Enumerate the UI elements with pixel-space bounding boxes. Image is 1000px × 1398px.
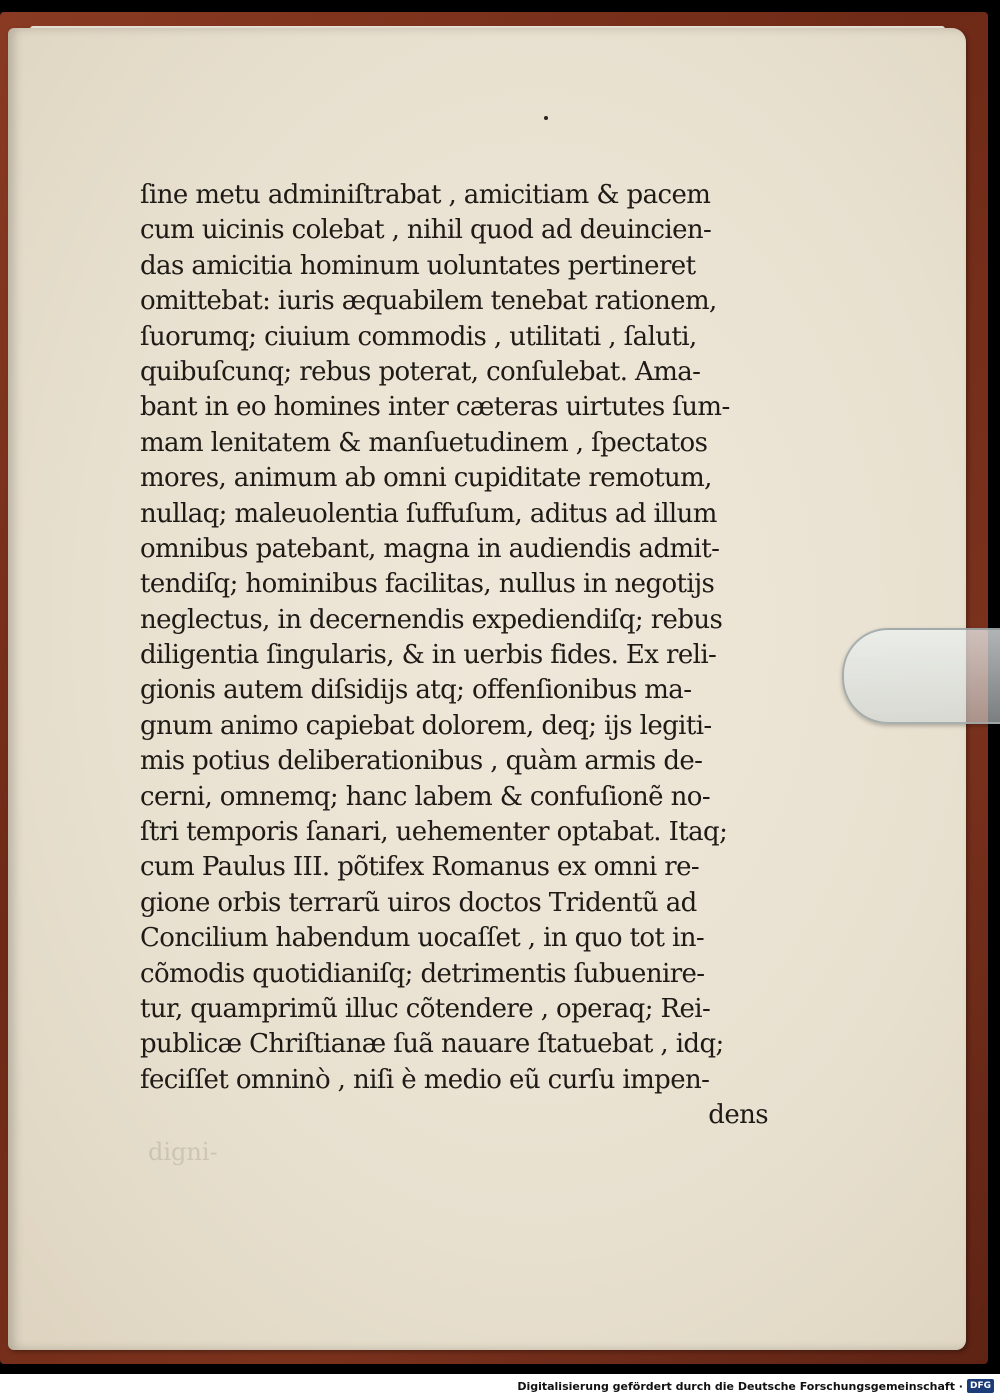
page-clip <box>842 628 1000 724</box>
bleed-through-text: digni- <box>148 1138 218 1166</box>
funding-notice: Digitalisierung gefördert durch die Deutsche Forschungsgemeinschaft · <box>517 1379 963 1393</box>
text-line: ſtri temporis ſanari, uehementer optabat. Itaq; <box>140 817 728 848</box>
text-line: mam lenitatem & manſuetudinem , ſpectatos <box>140 427 708 458</box>
text-line: ſuorumq; ciuium commodis , utilitati , ſaluti, <box>140 321 697 352</box>
text-line: neglectus, in decernendis expediendiſq; rebus <box>140 604 723 635</box>
text-line: das amicitia hominum uoluntates pertineret <box>140 250 696 281</box>
text-line: cõmodis quotidianiſq; detrimentis ſubuenire- <box>140 958 705 989</box>
text-line: bant in eo homines inter cæteras uirtutes ſum- <box>140 392 730 423</box>
text-line: mis potius deliberationibus , quàm armis de- <box>140 746 703 777</box>
text-line: mores, animum ab omni cupiditate remotum, <box>140 463 712 494</box>
text-line: omittebat: iuris æquabilem tenebat rationem, <box>140 286 717 317</box>
text-line: gnum animo capiebat dolorem, deq; ijs legiti- <box>140 710 712 741</box>
text-line: gione orbis terrarũ uiros doctos Tridentũ ad <box>140 887 697 918</box>
text-block <box>140 178 790 1134</box>
text-line: publicæ Chriſtianæ ſuã nauare ſtatuebat , idq; <box>140 1029 724 1060</box>
book-page <box>8 28 966 1350</box>
text-line: omnibus patebant, magna in audiendis admit- <box>140 533 720 564</box>
text-line: nullaq; maleuolentia ſuffuſum, aditus ad illum <box>140 498 717 529</box>
text-line: cum uicinis colebat , nihil quod ad deuincien- <box>140 215 712 246</box>
text-line: tur, quamprimũ illuc cõtendere , operaq; Rei- <box>140 993 711 1024</box>
text-line: feciſſet omninò , niſi è medio eũ curſu impen- <box>140 1064 710 1095</box>
text-line: Concilium habendum uocaſſet , in quo tot in- <box>140 923 705 954</box>
text-line: tendiſq; hominibus facilitas, nullus in negotijs <box>140 569 715 600</box>
text-line: cum Paulus III. põtifex Romanus ex omni re- <box>140 852 700 883</box>
text-line: quibuſcunq; rebus poterat, conſulebat. Ama- <box>140 356 701 387</box>
text-line: ſine metu adminiſtrabat , amicitiam & pacem <box>140 180 711 210</box>
dfg-logo-icon: DFG <box>967 1379 994 1393</box>
text-line: cerni, omnemq; hanc labem & confuſionẽ no- <box>140 781 711 812</box>
text-line: gionis autem diſsidijs atq; offenſionibus ma- <box>140 675 692 706</box>
ink-mark <box>544 116 548 120</box>
catchword: dens <box>708 1100 768 1131</box>
footer-bar <box>0 1374 1000 1398</box>
text-line: diligentia ſingularis, & in uerbis fides. Ex reli- <box>140 640 717 671</box>
